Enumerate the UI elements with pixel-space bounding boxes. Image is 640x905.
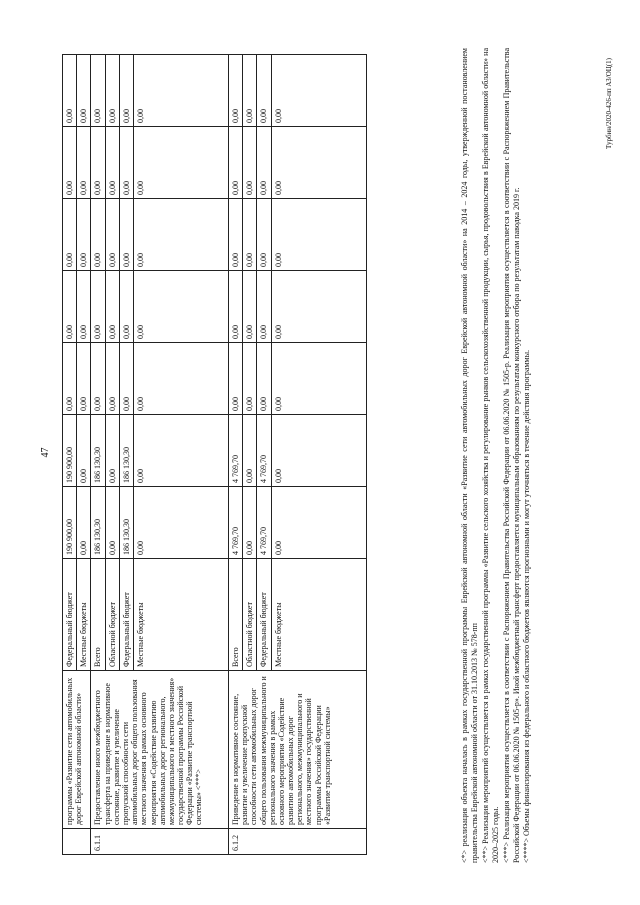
funding-value: 0,00 bbox=[91, 127, 105, 199]
funding-value: 0,00 bbox=[257, 55, 271, 127]
funding-value: 0,00 bbox=[257, 199, 271, 271]
funding-source: Областной бюджет bbox=[105, 559, 119, 671]
funding-value: 0,00 bbox=[105, 343, 119, 415]
funding-source: Федеральный бюджет bbox=[119, 559, 133, 671]
funding-source: Местные бюджеты bbox=[271, 559, 366, 671]
document-footer: Турбин/2020-426-пп АЗ/ОЦ(1) bbox=[605, 58, 613, 149]
funding-value: 0,00 bbox=[91, 271, 105, 343]
table-row bbox=[91, 55, 105, 855]
row-number: 6.1.1 bbox=[91, 829, 229, 855]
funding-value: 0,00 bbox=[243, 271, 257, 343]
funding-value: 0,00 bbox=[91, 199, 105, 271]
funding-value: 0,00 bbox=[243, 487, 257, 559]
funding-value: 0,00 bbox=[119, 127, 133, 199]
funding-value: 0,00 bbox=[133, 271, 228, 343]
funding-value: 0,00 bbox=[271, 127, 366, 199]
funding-value: 0,00 bbox=[133, 127, 228, 199]
funding-value: 0,00 bbox=[105, 55, 119, 127]
funding-value: 0,00 bbox=[63, 127, 77, 199]
funding-value: 190 900,00 bbox=[63, 487, 77, 559]
funding-value: 4 769,70 bbox=[228, 487, 242, 559]
funding-value: 0,00 bbox=[271, 199, 366, 271]
funding-value: 190 900,00 bbox=[63, 415, 77, 487]
funding-value: 0,00 bbox=[119, 199, 133, 271]
funding-value: 0,00 bbox=[271, 271, 366, 343]
funding-value: 0,00 bbox=[133, 343, 228, 415]
funding-value: 0,00 bbox=[77, 487, 91, 559]
funding-value: 4 769,70 bbox=[257, 487, 271, 559]
funding-value: 0,00 bbox=[77, 415, 91, 487]
funding-value: 0,00 bbox=[91, 343, 105, 415]
funding-value: 0,00 bbox=[243, 199, 257, 271]
funding-source: Федеральный бюджет bbox=[257, 559, 271, 671]
funding-source: Областной бюджет bbox=[243, 559, 257, 671]
funding-source: Всего bbox=[91, 559, 105, 671]
funding-value: 186 130,30 bbox=[119, 415, 133, 487]
funding-value: 0,00 bbox=[63, 343, 77, 415]
funding-value: 0,00 bbox=[228, 343, 242, 415]
funding-value: 0,00 bbox=[228, 271, 242, 343]
funding-value: 0,00 bbox=[133, 487, 228, 559]
funding-value: 0,00 bbox=[63, 199, 77, 271]
funding-value: 4 769,70 bbox=[257, 415, 271, 487]
measure-name: программы «Развитие сети автомобильных дорог Еврейской автономной области» bbox=[63, 671, 91, 829]
funding-value: 0,00 bbox=[105, 415, 119, 487]
funding-value: 0,00 bbox=[243, 127, 257, 199]
funding-value: 0,00 bbox=[257, 127, 271, 199]
funding-value: 0,00 bbox=[77, 127, 91, 199]
funding-value: 0,00 bbox=[105, 271, 119, 343]
funding-value: 0,00 bbox=[243, 415, 257, 487]
footnote: <****> Объемы финансирования из федерального и областного бюджетов являются прогнозными и могут уточняться в течение действия программы. bbox=[522, 350, 532, 863]
funding-value: 0,00 bbox=[228, 199, 242, 271]
funding-value: 0,00 bbox=[77, 55, 91, 127]
funding-value: 0,00 bbox=[119, 55, 133, 127]
funding-value: 4 769,70 bbox=[228, 415, 242, 487]
footnotes bbox=[460, 48, 533, 863]
funding-source: Федеральный бюджет bbox=[63, 559, 77, 671]
funding-value: 0,00 bbox=[271, 487, 366, 559]
funding-value: 0,00 bbox=[257, 271, 271, 343]
funding-value: 0,00 bbox=[133, 199, 228, 271]
funding-source: Всего bbox=[228, 559, 242, 671]
funding-value: 0,00 bbox=[243, 343, 257, 415]
funding-value: 0,00 bbox=[119, 343, 133, 415]
funding-value: 0,00 bbox=[271, 343, 366, 415]
funding-value: 0,00 bbox=[77, 271, 91, 343]
funding-value: 186 130,30 bbox=[119, 487, 133, 559]
page-number: 47 bbox=[40, 447, 51, 458]
measure-name: Приведение в нормативное состояние, развитие и увеличение пропускной способности сети автомобильных дорог общего пользования межмуниципального и регионального значения в рамках основного мероприятия «Содействие развитию автомобильных дорог регионального, межмуниципального и местного значения» государственной программы Российской Федерации «Развитие транспортной системы» bbox=[228, 671, 366, 829]
funding-value: 0,00 bbox=[271, 415, 366, 487]
funding-source: Местные бюджеты bbox=[77, 559, 91, 671]
funding-value: 0,00 bbox=[91, 55, 105, 127]
funding-value: 0,00 bbox=[63, 55, 77, 127]
funding-value: 0,00 bbox=[105, 199, 119, 271]
funding-value: 0,00 bbox=[133, 55, 228, 127]
measure-name: Предоставление иного межбюджетного трансферта на приведение в нормативное состояние, развитие и увеличение пропускной способности сети автомобильных дорог общего пользования местного значения в рамках основного мероприятия «Содействие развитию автомобильных дорог регионального, межмуниципального и местного значения» государственной программы Российской Федерации «Развитие транспортной системы» <***> bbox=[91, 671, 229, 829]
funding-value: 0,00 bbox=[271, 55, 366, 127]
footnote: <*> реализация объекта началась в рамках государственной программы Еврейской автономной области «Развитие сети автомобильных дорог Еврейской автономной области» на 2014 – 2024 годы, утвержденной постановлением правительства Еврейской автономной области от 31.10.2013 № 578-пп bbox=[460, 48, 480, 863]
row-number bbox=[63, 829, 91, 855]
funding-value: 186 130,30 bbox=[91, 415, 105, 487]
table-row bbox=[228, 55, 242, 855]
funding-value: 0,00 bbox=[228, 127, 242, 199]
row-number: 6.1.2 bbox=[228, 829, 366, 855]
funding-value: 0,00 bbox=[228, 55, 242, 127]
funding-value: 0,00 bbox=[257, 343, 271, 415]
footnote: <***> Реализация мероприятия осуществляется в соответствии с Распоряжением Правительства Российской Федерации от 06.06.2020 № 1505-р. Реализация мероприятия осуществляется в соответствии с Распоряжением Правительства Российской Федерации от 06.06.2020 № 1505-р». Иной межбюджетный трансферт предоставляется муниципальным образованиям по результатам конкурсного отбора по результатам паводка 2019 г. bbox=[501, 48, 521, 863]
funding-value: 0,00 bbox=[119, 271, 133, 343]
funding-value: 0,00 bbox=[243, 55, 257, 127]
funding-value: 0,00 bbox=[63, 271, 77, 343]
footnote: <**> Реализация мероприятий осуществляется в рамках государственной программы «Развитие сельского хозяйства и регулирование рынков сельскохозяйственной продукции, сырья, продовольствия в Еврейской автономной области» на 2020–2025 годы. bbox=[480, 48, 501, 863]
funding-source: Местные бюджеты bbox=[133, 559, 228, 671]
financing-table bbox=[62, 54, 367, 855]
funding-value: 0,00 bbox=[133, 415, 228, 487]
funding-value: 0,00 bbox=[105, 127, 119, 199]
table-row bbox=[63, 55, 77, 855]
funding-value: 186 130,30 bbox=[91, 487, 105, 559]
funding-value: 0,00 bbox=[77, 343, 91, 415]
funding-value: 0,00 bbox=[105, 487, 119, 559]
funding-value: 0,00 bbox=[77, 199, 91, 271]
